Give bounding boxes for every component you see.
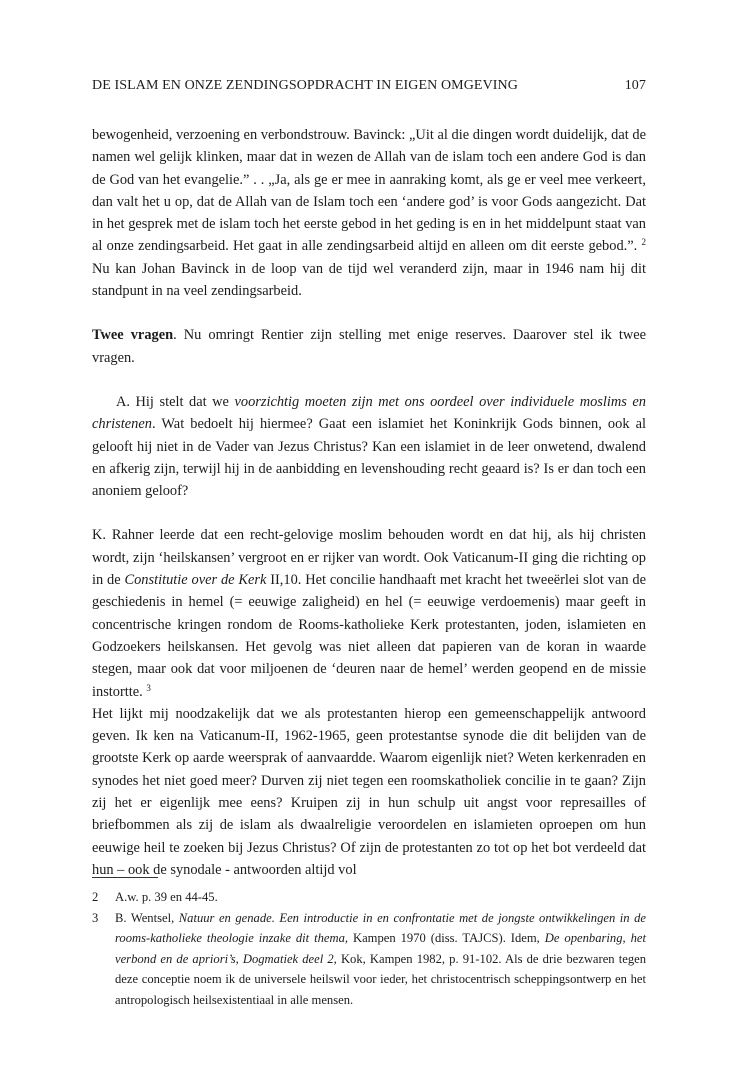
running-header xyxy=(92,78,646,94)
footnote-2 xyxy=(92,887,646,908)
footnote-text: A.w. p. 39 en 44-45. xyxy=(115,890,218,904)
footnotes xyxy=(92,887,646,1010)
paragraph-protestants: Het lijkt mij noodzakelijk dat we als protestanten hierop een gemeenschappelijk antwoord geven. Ik ken na Vaticanum-II, 1962-1965, geen protestantse synode die dit belijden van de grootste Kerk op aarde weersprak of aanvaardde. Waarom eigenlijk niet? Weten kerkenraden en synodes het niet goed meer? Durven zij niet tegen een roomskatholiek concilie in te gaan? Zijn zij het er eigenlijk mee eens? Kruipen zij in hun schulp uit angst voor represailles of briefbommen als zij de islam als dwaalreligie veroordelen en islamieten oproepen om hun eeuwige heil te zoeken bij Jezus Christus? Of zijn de protestanten zo tot op het bot verdeeld dat hun – ook de synodale - antwoorden altijd vol xyxy=(92,705,646,878)
footnote-text: B. Wentsel, Natuur en genade. Een introductie in en confrontatie met de jongste ontwikkelingen in de rooms-katholieke theologie inzake dit thema, Kampen 1970 (diss. TAJCS). Idem, De openbaring, het verbond en de apriori’s, Dogmatiek deel 2, Kok, Kampen 1982, p. 91-102. Als de drie bezwaren tegen deze conceptie noem ik de universele heilswil voor ieder, het christocentrisch scheppingsontwerp en het antropologisch heilsexistentiaal in alle mensen. xyxy=(115,910,646,1007)
header-title: DE ISLAM EN ONZE ZENDINGSOPDRACHT IN EIGEN OMGEVING xyxy=(92,78,518,93)
body-text xyxy=(92,124,646,881)
footnote-3 xyxy=(92,908,646,1011)
footnote-separator xyxy=(92,877,158,878)
footnote-ref-3[interactable]: 3 xyxy=(146,682,151,693)
paragraph-question-a: A. Hij stelt dat we voorzichtig moeten zijn met ons oordeel over individuele moslims en christenen. Wat bedoelt hij hiermee? Gaat een islamiet het Koninkrijk Gods binnen, ook al gelooft hij niet in de Vader van Jezus Christus? Kan een islamiet in de leer onwetend, dwalend en afkerig zijn, terwijl hij in de aanbidding en levenshouding recht geaard is? Is er dan toch een anoniem geloof? xyxy=(92,393,646,500)
page-number: 107 xyxy=(624,78,646,93)
paragraph-bavinck: bewogenheid, verzoening en verbondstrouw. Bavinck: „Uit al die dingen wordt duidelijk, dat de namen wel gelijk klinken, maar dat in wezen de Allah van de islam toch een andere God is dan de God van het evangelie.” . . „Ja, als ge er mee in aanraking komt, als ge er veel mee verkeert, dan valt het u op, dat de Allah van de Islam toch een ‘andere god’ is voor Gods aangezicht. Dat in het gesprek met de islam toch het eerste gebod in het geding is en in het middelpunt staat van al onze zendingsarbeid. Het gaat in alle zendingsarbeid altijd en alleen om dit eerste gebod.”. $^2$ Nu kan Johan Bavinck in de loop van de tijd wel veranderd zijn, maar in 1946 nam hij dit standpunt in na veel zendingsarbeid. xyxy=(92,127,646,300)
footnote-ref-2[interactable]: 2 xyxy=(641,237,646,248)
paragraph-rahner: K. Rahner leerde dat een recht-gelovige moslim behouden wordt en dat hij, als hij christen wordt, zijn ‘heilskansen’ vergroot en er rijker van wordt. Ook Vaticanum-II ging die richting op in de Constitutie over de Kerk II,10. Het concilie handhaaft met kracht het tweeërlei slot van de geschiedenis in hemel (= eeuwige zaligheid) en hel (= eeuwige verdoemenis) maar geeft in concentrische kringen rondom de Rooms-katholieke Kerk protestanten, joden, islamieten en Godzoekers heilskansen. Het gevolg was niet alleen dat papieren van de koran in waarde stegen, maar ook dat voor miljoenen de ‘deuren naar de hemel’ werden geopend en de missie instortte. $^3$ xyxy=(92,527,646,700)
paragraph-twee-vragen: Twee vragen. Nu omringt Rentier zijn stelling met enige reserves. Daarover stel ik twee vragen. xyxy=(92,327,646,366)
footnote-number: 3 xyxy=(92,910,99,925)
section-heading: Twee vragen xyxy=(92,327,174,344)
footnote-number: 2 xyxy=(92,890,99,904)
